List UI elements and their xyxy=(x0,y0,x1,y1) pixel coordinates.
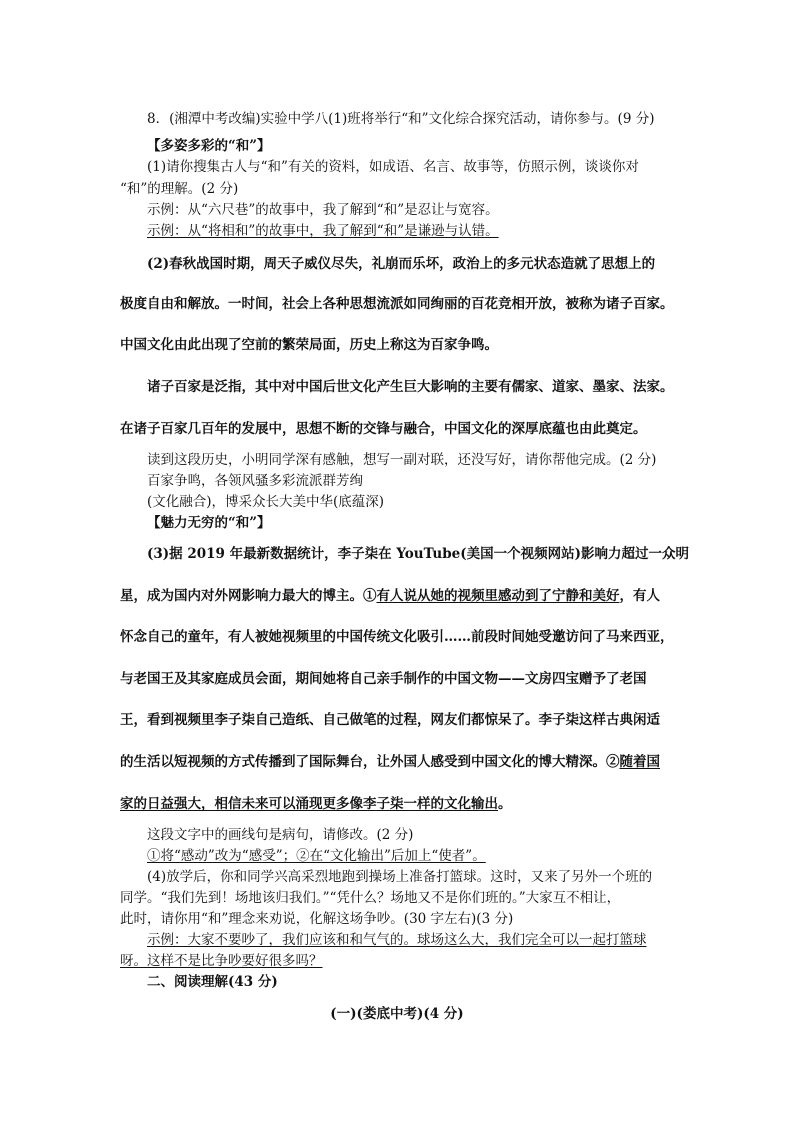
q3-underlined-sentence-1: 有人说从她的视频里感动到了宁静和美好 xyxy=(376,588,620,604)
q3-passage-line1: (3)据 2019 年最新数据统计，李子柒在 YouTube(美国一个视频网站)影响力超过一众明 xyxy=(147,546,690,562)
q2-passage-line2: 极度自由和解放。一时间，社会上各种思想流派如同绚丽的百花竞相开放，被称为诸子百家。 xyxy=(120,296,674,312)
q3-passage-line5: 王，看到视频里李子柒自己造纸、自己做笔的过程，网友们都惊呆了。李子柒这样古典闲适 xyxy=(120,712,660,728)
couplet-line1: 百家争鸣，各领风骚多彩流派群芳绚 xyxy=(147,473,363,489)
q4-prompt-line3: 此时，请你用“和”理念来劝说，化解这场争吵。(30 字左右)(3 分) xyxy=(120,911,514,927)
q1-answer: 示例：从“将相和”的故事中，我了解到“和”是谦逊与认错。 xyxy=(147,223,499,239)
question-8-header: 8．(湘潭中考改编)实验中学八(1)班将举行“和”文化综合探究活动，请你参与。(9 分) xyxy=(147,111,655,127)
q3-line7-period: 。 xyxy=(498,796,512,812)
q2-passage-line3: 中国文化由此出现了空前的繁荣局面，历史上称这为百家争鸣。 xyxy=(120,337,498,353)
q1-prompt-line1: (1)请你搜集古人与“和”有关的资料，如成语、名言、故事等，仿照示例，谈谈你对 xyxy=(147,159,639,175)
q4-answer-line1: 示例：大家不要吵了，我们应该和和气气的。球场这么大，我们完全可以一起打篮球 xyxy=(147,932,647,948)
q3-prompt: 这段文字中的画线句是病句，请修改。(2 分) xyxy=(147,827,414,843)
q3-passage-line4: 与老国王及其家庭成员会面，期间她将自己亲手制作的中国文物——文房四宝赠予了老国 xyxy=(120,671,647,687)
q1-prompt-line2: “和”的理解。(2 分) xyxy=(120,181,239,197)
q1-example: 示例：从“六尺巷”的故事中，我了解到“和”是忍让与宽容。 xyxy=(147,202,499,218)
section-title-charming-he: 【魅力无穷的“和”】 xyxy=(147,515,271,531)
q4-prompt-line2: 同学。“我们先到！场地该归我们。”“凭什么？场地又不是你们班的。”大家互不相让， xyxy=(120,890,621,906)
q4-answer-line2: 呀。这样不是比争吵要好很多吗？ xyxy=(120,953,323,969)
q4-prompt-line1: (4)放学后，你和同学兴高采烈地跑到操场上准备打篮球。这时，又来了另外一个班的 xyxy=(147,869,653,885)
q3-line2-start: 星，成为国内对外网影响力最大的博主。① xyxy=(120,588,377,604)
q3-underlined-sentence-2-end: 家的日益强大，相信未来可以涌现更多像李子柒一样的文化输出 xyxy=(120,796,498,812)
section-title-diverse-he: 【多姿多彩的“和”】 xyxy=(147,138,271,154)
q2-passage-line4: 诸子百家是泛指，其中对中国后世文化产生巨大影响的主要有儒家、道家、墨家、法家。 xyxy=(147,379,674,395)
q3-answer: ①将“感动”改为“感受”；②在“文化输出”后加上“使者”。 xyxy=(147,848,486,864)
couplet-line2: (文化融合)，博采众长大美中华(底蕴深) xyxy=(147,494,385,510)
q3-line2-end: ，有人 xyxy=(619,588,660,604)
q3-passage-line2 xyxy=(120,587,794,605)
q3-underlined-sentence-2-start: 随着国 xyxy=(619,754,660,770)
q2-passage-line1: (2)春秋战国时期，周天子威仪尽失，礼崩而乐坏，政治上的多元状态造就了思想上的 xyxy=(147,256,656,272)
section-heading-reading: 二、阅读理解(43 分) xyxy=(147,974,278,990)
q3-passage-line3: 怀念自己的童年，有人被她视频里的中国传统文化吸引……前段时间她受邀访问了马来西亚， xyxy=(120,629,674,645)
subsection-heading: (一)(娄底中考)(4 分) xyxy=(330,1006,464,1022)
q3-line6-start: 的生活以短视频的方式传播到了国际舞台，让外国人感受到中国文化的博大精深。② xyxy=(120,754,620,770)
q3-passage-line6 xyxy=(120,753,794,771)
q2-prompt: 读到这段历史，小明同学深有感触，想写一副对联，还没写好，请你帮他完成。(2 分) xyxy=(147,452,657,468)
q3-passage-line7 xyxy=(120,795,794,813)
q2-passage-line5: 在诸子百家几百年的发展中，思想不断的交锋与融合，中国文化的深厚底蕴也由此奠定。 xyxy=(120,421,647,437)
